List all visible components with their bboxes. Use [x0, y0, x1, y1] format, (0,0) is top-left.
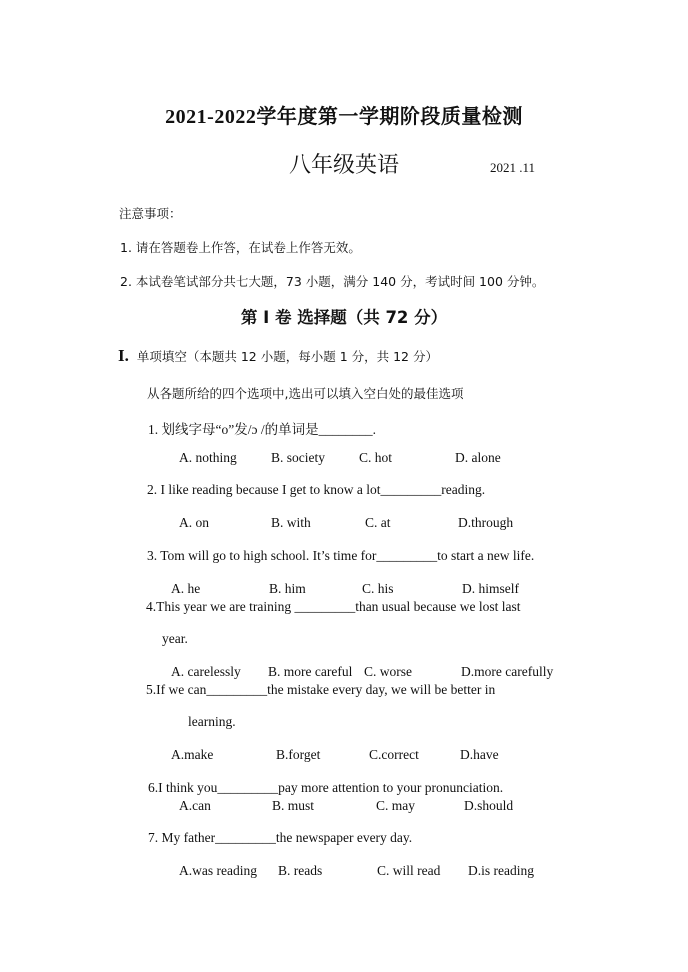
q2-option-d: D.through — [458, 515, 514, 530]
exam-title: 2021-2022学年度第一学期阶段质量检测 — [165, 106, 523, 128]
q3-option-d: D. himself — [462, 581, 519, 596]
q7-option-c: C. will read — [377, 863, 441, 878]
q7-option-b: B. reads — [278, 863, 323, 878]
part-title: 单项填空（本题共 12 小题，每小题 1 分，共 12 分） — [136, 349, 438, 364]
question-1-stem: 1. 划线字母“o”发/ɔ /的单词是________. — [148, 422, 376, 437]
instruction: 从各题所给的四个选项中,选出可以填入空白处的最佳选项 — [147, 386, 464, 401]
q4-option-a: A. carelessly — [171, 664, 241, 679]
question-5-continuation: learning. — [188, 714, 236, 729]
q4-option-d: D.more carefully — [461, 664, 554, 679]
q1-option-a: A. nothing — [179, 450, 237, 465]
exam-date: 2021 .11 — [490, 160, 536, 175]
q6-option-b: B. must — [272, 798, 315, 813]
part-numeral: I. — [118, 346, 129, 365]
q6-option-d: D.should — [464, 798, 514, 813]
question-4-stem: 4.This year we are training _________than usual because we lost last — [146, 599, 521, 614]
q6-option-a: A.can — [179, 798, 211, 813]
q3-option-c: C. his — [362, 581, 394, 596]
q1-option-c: C. hot — [359, 450, 393, 465]
question-4-continuation: year. — [162, 631, 188, 646]
q5-option-d: D.have — [460, 747, 499, 762]
q6-option-c: C. may — [376, 798, 415, 813]
q5-option-c: C.correct — [369, 747, 419, 762]
q7-option-d: D.is reading — [468, 863, 534, 878]
q1-option-d: D. alone — [455, 450, 501, 465]
q5-option-b: B.forget — [276, 747, 321, 762]
part-heading — [118, 346, 438, 366]
q3-option-a: A. he — [171, 581, 201, 596]
question-2-stem: 2. I like reading because I get to know a lot_________reading. — [147, 482, 486, 497]
subject-title: 八年级英语 — [288, 152, 399, 177]
q5-option-a: A.make — [171, 747, 214, 762]
q2-option-c: C. at — [365, 515, 391, 530]
section-title: 第 I 卷 选择题（共 72 分） — [240, 308, 448, 327]
q3-option-b: B. him — [269, 581, 306, 596]
note-item-2: 2. 本试卷笔试部分共七大题，73 小题，满分 140 分，考试时间 100 分钟。 — [120, 274, 545, 289]
question-7-stem: 7. My father_________the newspaper every day. — [148, 830, 413, 845]
question-5-stem: 5.If we can_________the mistake every day, we will be better in — [146, 682, 496, 697]
question-6-stem: 6.I think you_________pay more attention to your pronunciation. — [148, 780, 504, 795]
q2-option-a: A. on — [179, 515, 209, 530]
q4-option-b: B. more careful — [268, 664, 353, 679]
q7-option-a: A.was reading — [179, 863, 257, 878]
note-item-1: 1. 请在答题卷上作答，在试卷上作答无效。 — [120, 240, 361, 255]
notes-heading: 注意事项： — [119, 206, 182, 221]
q1-option-b: B. society — [271, 450, 325, 465]
q2-option-b: B. with — [271, 515, 311, 530]
q4-option-c: C. worse — [364, 664, 412, 679]
question-3-stem: 3. Tom will go to high school. It’s time for_________to start a new life. — [147, 548, 535, 563]
